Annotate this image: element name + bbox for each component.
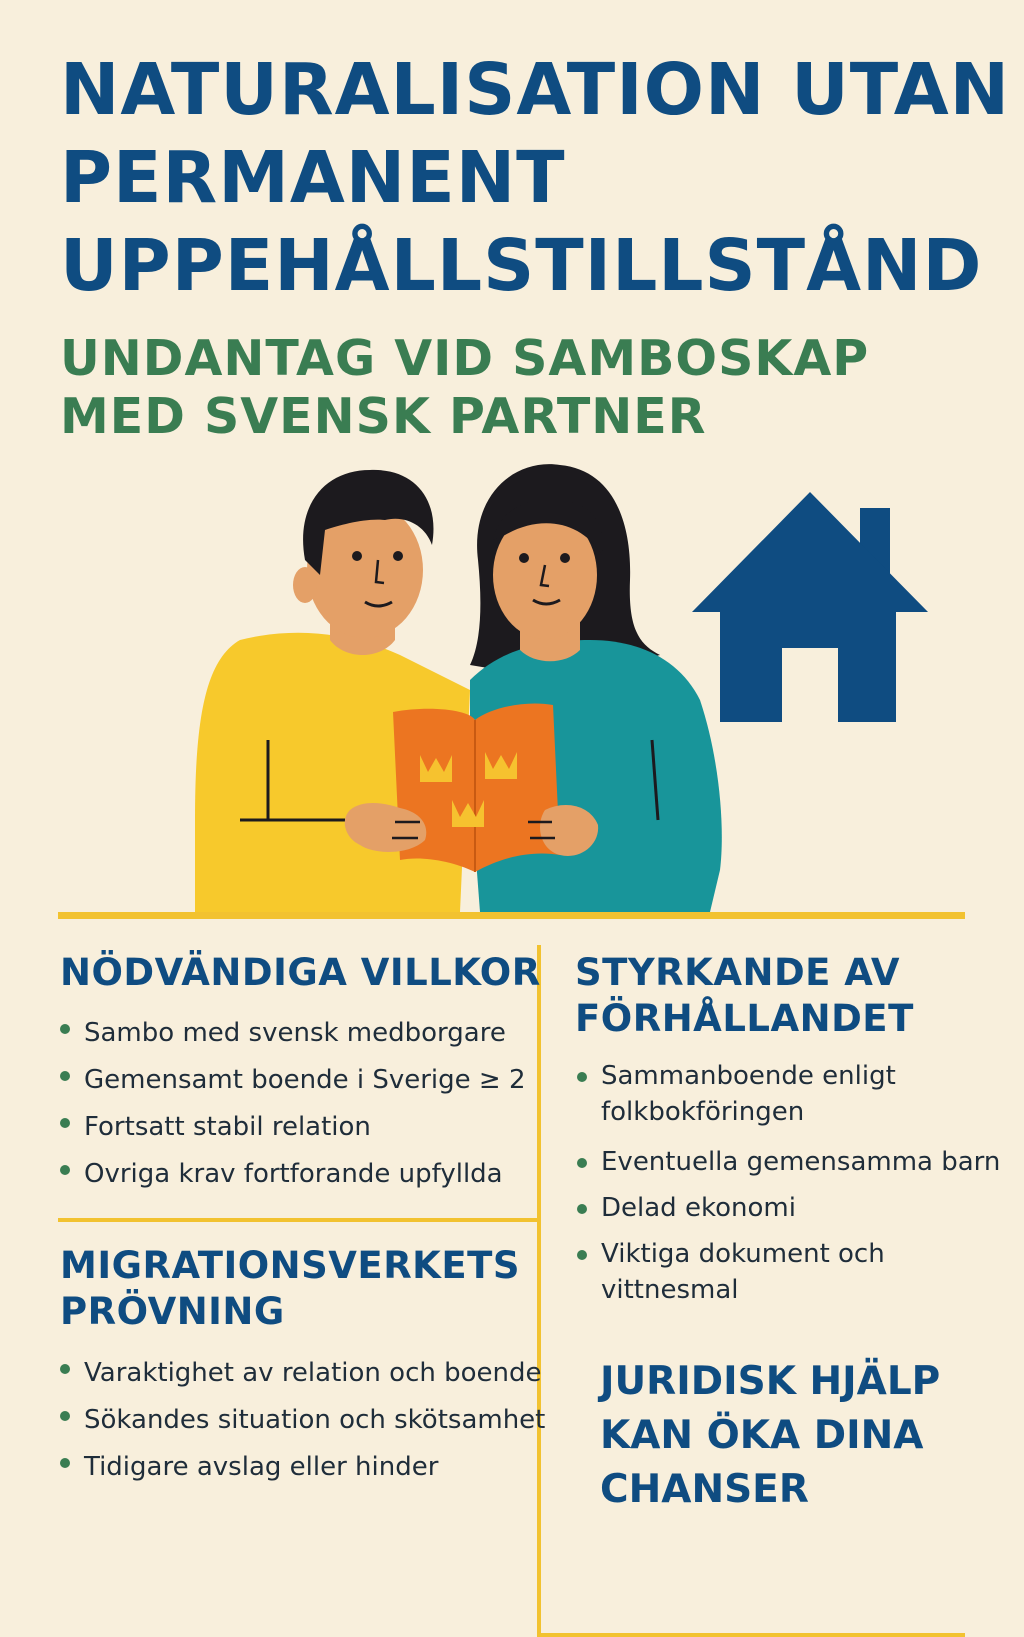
divider-vertical — [537, 945, 541, 1635]
section-title-provning-line-1: MIGRATIONSVERKETS — [60, 1244, 521, 1287]
title-line-3: UPPEHÅLLSTILLSTÅND — [60, 224, 983, 307]
subtitle-line-2: MED SVENSK PARTNER — [60, 388, 707, 445]
woman-eye-right — [560, 553, 570, 563]
list-item: Viktiga dokument och vittnesmal — [577, 1236, 1000, 1308]
woman-eye-left — [519, 553, 529, 563]
list-item: Sökandes situation och skötsamhet — [60, 1397, 545, 1444]
list-item: Sammanboende enligt folkbokföringen — [577, 1058, 1000, 1130]
list-provning — [60, 1350, 545, 1491]
bullet-icon — [577, 1072, 587, 1082]
bullet-icon — [60, 1071, 70, 1081]
list-item: Eventuella gemensamma barn — [577, 1144, 1000, 1180]
man-eye-right — [393, 551, 403, 561]
bullet-icon — [60, 1118, 70, 1128]
section-title-styrkande-line-1: STYRKANDE AV — [575, 951, 901, 994]
section-title-styrkande-line-2: FÖRHÅLLANDET — [575, 997, 914, 1040]
list-item: Tidigare avslag eller hinder — [60, 1444, 545, 1491]
divider-right — [537, 1633, 965, 1637]
list-item: Fortsatt stabil relation — [60, 1104, 526, 1151]
list-item: Ovriga krav fortforande upfyllda — [60, 1151, 526, 1198]
house-icon — [692, 492, 928, 722]
bullet-icon — [60, 1364, 70, 1374]
couple-illustration — [0, 450, 1024, 920]
divider-main — [58, 912, 965, 919]
list-item: Sambo med svensk medborgare — [60, 1010, 526, 1057]
man-ear — [293, 567, 317, 603]
divider-left — [58, 1218, 538, 1222]
section-title-styrkande — [575, 950, 914, 1042]
title-line-1: NATURALISATION UTAN — [60, 48, 1011, 131]
title-line-2: PERMANENT — [60, 136, 566, 219]
list-villkor — [60, 1010, 526, 1198]
cta-line-3: CHANSER — [600, 1467, 809, 1512]
bullet-icon — [60, 1024, 70, 1034]
bullet-icon — [577, 1204, 587, 1214]
cta-line-1: JURIDISK HJÄLP — [600, 1359, 941, 1404]
bullet-icon — [577, 1250, 587, 1260]
section-title-villkor — [60, 950, 541, 996]
bullet-icon — [60, 1165, 70, 1175]
section-title-villkor-text: NÖDVÄNDIGA VILLKOR — [60, 951, 541, 994]
list-styrkande — [577, 1058, 1000, 1308]
page-title — [60, 46, 1011, 310]
passport-icon — [393, 703, 560, 872]
bullet-icon — [577, 1158, 587, 1168]
bullet-icon — [60, 1411, 70, 1421]
list-item: Gemensamt boende i Sverige ≥ 2 — [60, 1057, 526, 1104]
cta-line-2: KAN ÖKA DINA — [600, 1413, 924, 1458]
man-eye-left — [352, 551, 362, 561]
bullet-icon — [60, 1458, 70, 1468]
call-to-action — [600, 1355, 980, 1517]
page-subtitle — [60, 330, 980, 446]
section-title-provning-line-2: PRÖVNING — [60, 1290, 285, 1333]
subtitle-line-1: UNDANTAG VID SAMBOSKAP — [60, 330, 870, 387]
list-item: Varaktighet av relation och boende — [60, 1350, 545, 1397]
list-item: Delad ekonomi — [577, 1190, 1000, 1226]
section-title-provning — [60, 1243, 520, 1335]
